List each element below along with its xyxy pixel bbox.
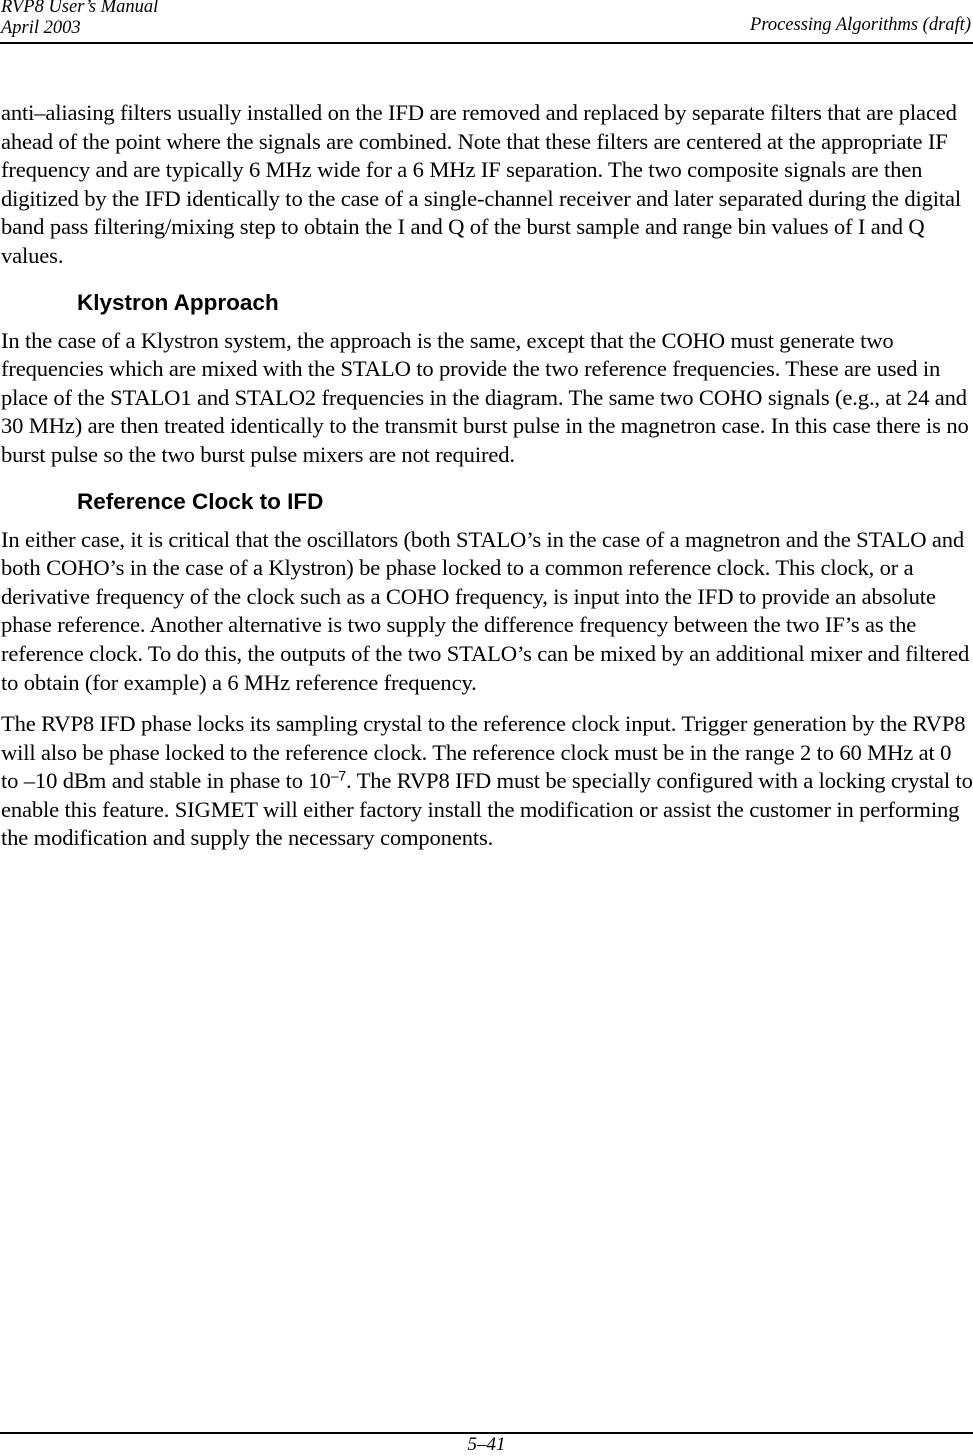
intro-paragraph: anti–aliasing filters usually installed on the IFD are removed and replaced by separate filters that are placed ahead of the point where the signals are combined. Note that these filters are centered at the appropriate IF frequency and are typically 6 MHz wide for a 6 MHz IF separation. The two composite signals are then digitized by the IFD identically to the case of a single-channel receiver and later separated during the digital band pass filtering/mixing step to obtain the I and Q of the burst sample and range bin values of I and Q values. bbox=[1, 100, 962, 268]
reference-clock-paragraph-1: In either case, it is critical that the oscillators (both STALO’s in the case of a magnetron and the STALO and both COHO’s in the case of a Klystron) be phase locked to a common reference clock. This clock, or a derivative frequency of the clock such as a COHO frequency, is input into the IFD to provide an absolute phase reference. Another alternative is two supply the difference frequency between the two IF’s as the reference clock. To do this, the outputs of the two STALO’s can be mixed by an additional mixer and filtered to obtain (for example) a 6 MHz reference frequency. bbox=[1, 526, 970, 695]
paragraph-2-text-before: The RVP8 IFD phase locks its sampling crystal to the reference clock input. Trigger generation by the RVP8 will also be phase locked to the reference clock. The reference clock must be in the range 2 to 60 MHz at 0 to –10 dBm and stable in phase to 10 bbox=[1, 711, 966, 794]
phase-stability-exponent: –7 bbox=[330, 767, 346, 784]
paragraph-2-text-after: . The RVP8 IFD must be specially configured with a locking crystal to enable this feature. SIGMET will either factory install the modification or assist the customer in performing the modification and supply the necessary components. bbox=[1, 768, 973, 851]
klystron-approach-heading: Klystron Approach bbox=[77, 289, 279, 315]
publication-date: April 2003 bbox=[1, 18, 81, 38]
klystron-approach-paragraph: In the case of a Klystron system, the approach is the same, except that the COHO must generate two frequencies which are mixed with the STALO to provide the two reference frequencies. These are used in place of the STALO1 and STALO2 frequencies in the diagram. The same two COHO signals (e.g., at 24 and 30 MHz) are then treated identically to the transmit burst pulse in the magnetron case. In this case there is no burst pulse so the two burst pulse mixers are not required. bbox=[1, 327, 969, 467]
reference-clock-heading: Reference Clock to IFD bbox=[77, 488, 324, 514]
header-left-block bbox=[1, 0, 158, 39]
manual-title: RVP8 User’s Manual bbox=[1, 0, 159, 17]
page-header bbox=[0, 0, 973, 44]
chapter-title: Processing Algorithms (draft) bbox=[750, 15, 971, 35]
page-footer bbox=[0, 1432, 973, 1455]
page-content bbox=[1, 99, 973, 866]
page-number: 5–41 bbox=[467, 1434, 506, 1455]
reference-clock-paragraph-2 bbox=[1, 710, 973, 853]
